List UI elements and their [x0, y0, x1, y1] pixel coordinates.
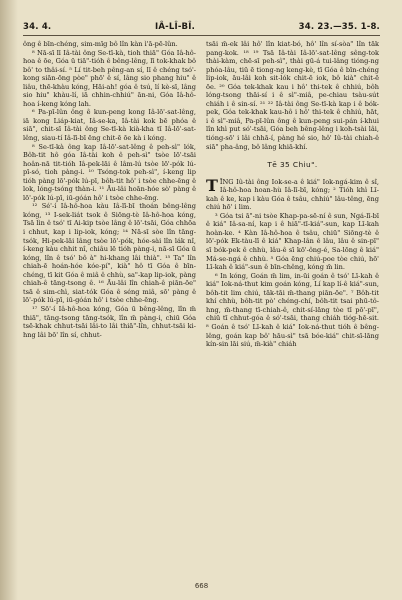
paragraph: ông ê bīn-chéng, sim-mīg bô lîn kàn ì'ā-pē-lûn. [23, 40, 178, 48]
paragraph: ³ Góa tsi ā"-ni tsòe Khap-pa-sē-ní ê sun, Ngá-lī-bī ê kiá" Iâ-sa-ní, kap i ê hiā"-tī-kiá"-sun, kap Lī-kah hoàn-ke. ⁴ Kàn Iâ-hô-hoa ê tsâu, chiū" Siōng-tè ê lō'-pók Ek-tàu-lī ê kiá" Khap-lân ê lâu, lâu ê sin-pī" sī bók-pek ê chhù, lâu-ê sī kō'-ông-é, Sa-lōng ê kiá" Má-se-ngá ê chhù. ⁵ Góa ēng chiú-poe tòe chiú, hō' Lī-kah ê kiá"-sun ê bīn-chêng, kóng m̄ lin. [206, 211, 379, 272]
right-column [206, 40, 379, 580]
paragraph: ⁸ Se-tī-kà ông kap Iâ-lō'-sat-lêng ê peh-sì" lók, Bôh-tit hô góa Iâ-tài koh ê peh-sì" tsòe lō'-tsāi hoân-nā tit-tióh Iâ-pek-lāi ê lâm-lú tsòe lō'-pók lú-pī-só, tioh pàng-i. ¹⁰ Tsóng-tok peh-sì", í-keng lip tióh pàng lō'-pók lú-pī, bôh-tit hô' i tsòe chhe-ēng ê lok, lóng-tsóng thàn-i. ¹¹ Āu-lâi hoān-hóe sò' pàng ê lō'-pók lú-pī, iū-góán hô' i tsòe chhe-ēng. [23, 142, 196, 202]
header-chapter-left: 34. 4. [23, 22, 52, 32]
left-column [23, 40, 196, 580]
paragraph: ⁶ Pa-pī-lûn ông ê kun-peng kong Iâ-lō'-sat-lêng, iā kong Liáp-kiat, Iâ-se-ka, Iâ-tài kok bē phóa ê siā", chit-sī Iâ-tài ông Se-tī-kà kià-kha tī Iâ-lō'-sat-lêng, siau-tí Iâ-lī-bī ēng chit-ē ōe kà i kóng. [23, 108, 196, 143]
paragraph: ¹⁷ Sō'-í Iâ-hô-hoa kóng, Góa ū bêng-lêng, lîn m̄ thiā", tāng-tsong tāng-tsók, lîn m̄ pàng-i, chiū Góa tsē-khak chhut-tsāi lâi-to lâi thiā"-lîn, chhut-tsāi ki-hng lâi bō' lîn sí, chhut- [23, 304, 196, 339]
page-number: 668 [194, 582, 209, 590]
paragraph: ⁸ Nā-sī lī Iâ-tài ông Se-tī-kà, tioh thiā" Góa Iâ-hô-hoa ê ōe, Góa ū tiā"-tióh ê bêng-lêng, lī tok-khak bô bô' to thâi-sí. ⁵ Lí tit-beh pêng-an sí, lī ê chéng tsó'-kong siān-ōng pòe" phō' ê sí, lâng sio phang hiu" ê liâu, thē-khàu kóng, Hāi-ah! góa ê tsú, lí kè-sī, lâng sio hiu" khàu-lí, iā chhin-chhiú" ān-ni, Góa Iâ-hô-hoa í-keng kóng lah. [23, 48, 196, 108]
paragraph: tsāi m̄-ek lâi hô' lîn kiat-bó, hô' lîn sí-sòa" lîn tāk pang-kok. ¹⁸ ¹⁹ Tsā Iâ-tài Iâ-lō'-sat-lêng sêng-tok thài-kàm, chē-sī peh-sì", thài gū-á tui-lâng tióng-ng phóa-lâu, tiū ē tiong-ng keng-kè, tī Góa ê bīn-chéng lip-iok, āu-lâi koh sit-lók chit-ē iok, bô kià" chit-ē ōe. ²⁰ Góa tek-khak kau i hô' thi-tek ê chhiú, bôh lóng-tsong thāi-sí i ê sì"-miâ, pe-chiau tsàu-sút chiáh i ê sin-sí. ²¹ ²² Iâ-tài ông Se-tī-kà kap i ê bók-pek, Góa tek-khak kau-hô i hô' thi-tek ê chhiú, hāt, i ê sì"-miâ, Pa-pī-lûn ông ê kun-peng sui-pán í-khui lîn khì put só'-tsāi, Góa beh bêng-lêng i koh-tsài lâi, tióng-sō' i lâi chhā-í, pàng hé sio, hô' Iû-tài chiah-ê siā" pha-âng, bô lâng khiā-khí. [206, 40, 379, 151]
drop-cap: T [206, 175, 218, 195]
header-book-title: IÂ-LÎ-BÎ. [154, 22, 196, 32]
running-header [23, 22, 380, 36]
header-verse-range: 34. 23.—35. 1-8. [298, 22, 380, 32]
paragraph: ¹² Sé'-í Iâ-hô-hoa kàu Iâ-lī-bī thoán bêng-lêng kóng, ¹³ I-sek-liát tsok ê Siōng-tè Iâ-hô-hoa kóng, Tsā lìn ê tsó' tī Ai-kip tsòe lâng ê lō'-tsāi, Góa chhōa i chhut, kap i lip-iok, kóng; ¹⁴ Nā-sī sòe lîn tāng-tsók, Hi-pek-lāi lâng tsòe lō'-pók, hóe-sài lîn lák nî, í-keng kàu chhit nî, chiâu lē tióh pàng-i, nā-sī Góa ū kóng, lîn ê tsó' bô à" hi-khang lâi thià". ¹⁵ Ta" lîn chiah-ē hoán-hóe kóe-pí", kià" hô tī Góa ê bīn-chéng, tī kit Góa ê miâ ê chhù, sa"-kap lip-iok, pàng chiah-ê tāng-tsong ê. ¹⁶ Āu-lâi lîn chiah-ê piān-ōe" tsā ê sim-chì, siat-tók Góa ê séng miâ, sō' pàng ê lō'-pók lú-pī, iū-góán hô' i tsòe chhe-ēng. [23, 202, 196, 305]
paragraph: ⁶ In kóng, Goán m̄ lim, in-ūi goán ê tsó' Lī-kah ê kiá" Iok-ná-thut kim goán kóng, Lí kap lí-ê kiá"-sun, bôh-tit lim chiú, tāk-tāi m̄-thang piān-ōe". ⁷ Bôh-tit khí chhù, bôh-tit pò' chéng-chí, bôh-tit tsai phū-tô-hng, m̄-thang tī-chiah-ê, chit-sí-lāng tòe tī pō'-pī", chiū tī chhut-góa ê só'-tsāi, thang chiáh tióg-hē-sit. ⁸ Goán ê tsó' Lī-kah ê kiá" Iok-ná-thut tióh ê bêng-lêng, goán kap bô' hāu-sì" tsā bóe-kiá" chit-sī-lāng kín-sin lāi siú, m̄-kià" chiáh [206, 271, 379, 349]
paragraph-text: ĪNG Iû-tài ông Iok-se-a ê kiá" Iok-ngá-kim ê sî, Iâ-hô-hoa hoan-hù Iâ-lī-bī, kóng; ² Tióh khì Lī-kah ê ke, kap i kàu Góa ê tsâu, chhiú" lâu-têng, ēng chiú hō' i lim. [206, 177, 379, 212]
chapter-opening-paragraph [206, 175, 379, 212]
two-column-body [23, 40, 380, 580]
chapter-heading: Tē 35 Chiu". [267, 160, 318, 170]
